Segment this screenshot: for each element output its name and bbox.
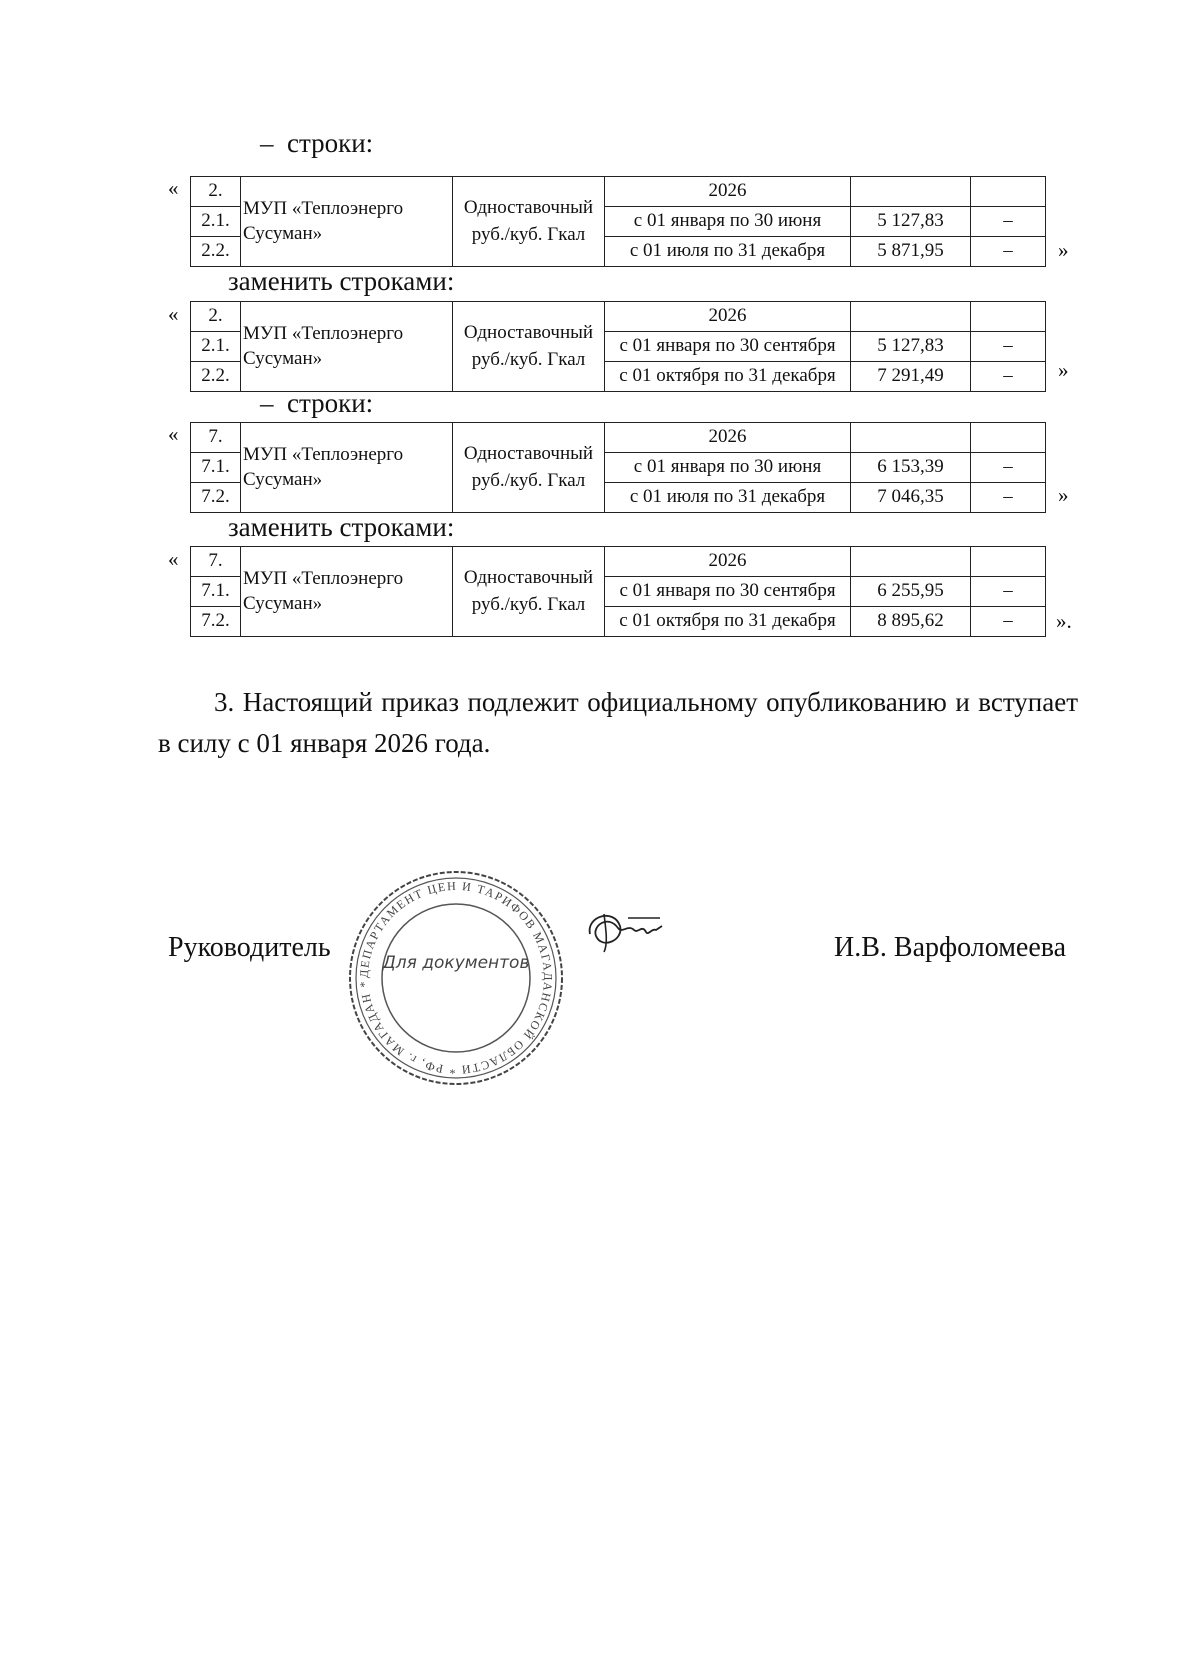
block-3-table (190, 422, 1045, 509)
extra-value: – (971, 332, 1046, 362)
row-num: 2.1. (191, 207, 241, 237)
main-num: 7. (191, 423, 241, 453)
year: 2026 (605, 423, 851, 453)
tariff-value: 5 127,83 (851, 207, 971, 237)
organization: МУП «Теплоэнерго Сусуман» (241, 423, 453, 513)
extra-value: – (971, 577, 1046, 607)
period: с 01 января по 30 сентября (605, 577, 851, 607)
extra-value: – (971, 207, 1046, 237)
seal-center-text: Для документов (382, 953, 530, 973)
main-num: 7. (191, 547, 241, 577)
period: с 01 октября по 31 декабря (605, 362, 851, 392)
period: с 01 июля по 31 декабря (605, 483, 851, 513)
tariff-type: Одноставочный руб./куб. Гкал (453, 177, 605, 267)
block-3-close-quote: » (1058, 483, 1069, 507)
empty-cell (971, 423, 1046, 453)
tariff-type: Одноставочный руб./куб. Гкал (453, 302, 605, 392)
period: с 01 июля по 31 декабря (605, 237, 851, 267)
main-num: 2. (191, 177, 241, 207)
period: с 01 января по 30 июня (605, 207, 851, 237)
block-1-heading: – строки: (260, 128, 374, 158)
period: с 01 января по 30 сентября (605, 332, 851, 362)
main-num: 2. (191, 302, 241, 332)
empty-cell (851, 177, 971, 207)
empty-cell (851, 547, 971, 577)
tariff-value: 5 871,95 (851, 237, 971, 267)
block-1-table (190, 176, 1045, 263)
block-3-heading: – строки: (260, 388, 374, 418)
block-4-close-quote: ». (1056, 609, 1072, 633)
handwritten-signature-icon (584, 906, 664, 956)
organization: МУП «Теплоэнерго Сусуман» (241, 177, 453, 267)
block-2-close-quote: » (1058, 358, 1069, 382)
tariff-type: Одноставочный руб./куб. Гкал (453, 423, 605, 513)
organization: МУП «Теплоэнерго Сусуман» (241, 547, 453, 637)
row-num: 7.1. (191, 577, 241, 607)
year: 2026 (605, 177, 851, 207)
year: 2026 (605, 547, 851, 577)
tariff-value: 7 291,49 (851, 362, 971, 392)
signature-position: Руководитель (168, 932, 331, 963)
block-2-table (190, 301, 1045, 388)
tariff-value: 5 127,83 (851, 332, 971, 362)
tariff-value: 7 046,35 (851, 483, 971, 513)
block-4-open-quote: « (168, 547, 179, 571)
extra-value: – (971, 607, 1046, 637)
extra-value: – (971, 483, 1046, 513)
row-num: 2.2. (191, 362, 241, 392)
extra-value: – (971, 362, 1046, 392)
empty-cell (851, 302, 971, 332)
extra-value: – (971, 453, 1046, 483)
seal-ring-text: ДЕПАРТАМЕНТ ЦЕН И ТАРИФОВ МАГАДАНСКОЙ ОБЛАСТИ * РФ, г. МАГАДАН * (356, 878, 556, 1078)
signature-name: И.В. Варфоломеева (834, 932, 1067, 963)
tariff-value: 8 895,62 (851, 607, 971, 637)
block-1-close-quote: » (1058, 238, 1069, 262)
block-4-heading: заменить строками: (228, 512, 455, 542)
empty-cell (971, 547, 1046, 577)
empty-cell (971, 177, 1046, 207)
period: с 01 октября по 31 декабря (605, 607, 851, 637)
row-num: 2.1. (191, 332, 241, 362)
organization: МУП «Теплоэнерго Сусуман» (241, 302, 453, 392)
empty-cell (851, 423, 971, 453)
tariff-value: 6 255,95 (851, 577, 971, 607)
row-num: 2.2. (191, 237, 241, 267)
paragraph-3: 3. Настоящий приказ подлежит официальному опубликованию и вступает в силу с 01 января 2026 года. (158, 687, 1078, 758)
block-3-open-quote: « (168, 422, 179, 446)
year: 2026 (605, 302, 851, 332)
block-1-open-quote: « (168, 176, 179, 200)
tariff-value: 6 153,39 (851, 453, 971, 483)
period: с 01 января по 30 июня (605, 453, 851, 483)
block-2-open-quote: « (168, 302, 179, 326)
block-2-heading: заменить строками: (228, 266, 455, 296)
row-num: 7.2. (191, 607, 241, 637)
block-4-table (190, 546, 1045, 633)
official-seal (336, 868, 576, 1088)
extra-value: – (971, 237, 1046, 267)
empty-cell (971, 302, 1046, 332)
row-num: 7.2. (191, 483, 241, 513)
row-num: 7.1. (191, 453, 241, 483)
tariff-type: Одноставочный руб./куб. Гкал (453, 547, 605, 637)
